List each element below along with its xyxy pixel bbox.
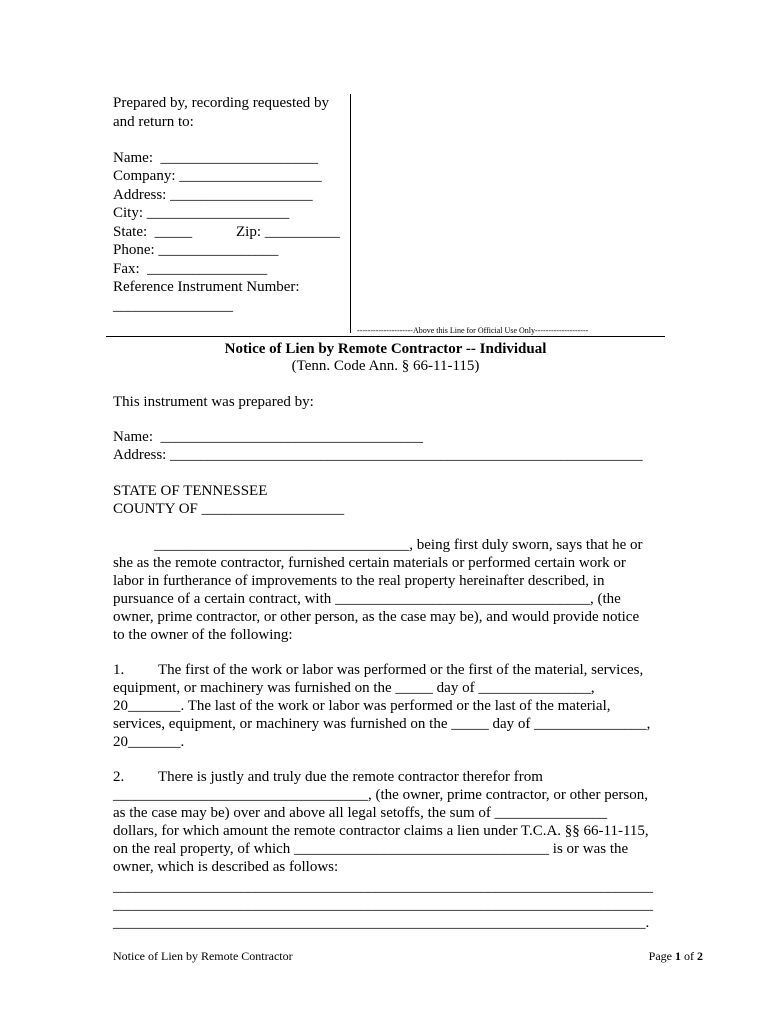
return-name-field[interactable]: Name: _____________________ <box>113 150 318 166</box>
document-title: Notice of Lien by Remote Contractor -- Individual <box>224 341 547 357</box>
return-to-label: and return to: <box>113 114 194 130</box>
total-pages: 2 <box>697 949 703 963</box>
description-blank-3[interactable]: _______________________________________________________________________. <box>113 915 650 931</box>
return-fax-field[interactable]: Fax: ________________ <box>113 261 268 277</box>
reference-number-field[interactable]: ________________ <box>113 298 233 314</box>
description-blank-2[interactable]: ________________________________________________________________________ <box>113 897 653 913</box>
item-2-line-4: dollars, for which amount the remote contractor claims a lien under T.C.A. §§ 66-11-115, <box>113 823 649 839</box>
item-2-number: 2. <box>113 769 125 785</box>
vertical-divider <box>350 94 351 333</box>
affidavit-line-3: labor in furtherance of improvements to the real property hereinafter described, in <box>113 573 605 589</box>
page-label: Page <box>648 949 675 963</box>
state-heading: STATE OF TENNESSEE <box>113 483 268 499</box>
document-subtitle: (Tenn. Code Ann. § 66-11-115) <box>291 358 480 374</box>
horizontal-divider <box>106 336 665 337</box>
return-phone-field[interactable]: Phone: ________________ <box>113 242 279 258</box>
item-2-line-1: There is justly and truly due the remote contractor therefor from <box>158 769 543 785</box>
item-2-line-2[interactable]: __________________________________, (the owner, prime contractor, or other person, <box>113 787 648 803</box>
item-1-line-1: The first of the work or labor was performed or the first of the material, services, <box>158 662 644 678</box>
prepared-by-intro: This instrument was prepared by: <box>113 394 314 410</box>
affidavit-line-5: owner, prime contractor, or other person, as the case may be), and would provide notice <box>113 609 640 625</box>
preparer-name-field[interactable]: Name: ___________________________________ <box>113 429 423 445</box>
preparer-address-field[interactable]: Address: _______________________________________________________________ <box>113 447 643 463</box>
reference-number-label: Reference Instrument Number: <box>113 279 300 295</box>
footer-title: Notice of Lien by Remote Contractor <box>113 949 293 963</box>
item-1-number: 1. <box>113 662 125 678</box>
return-city-field[interactable]: City: ___________________ <box>113 205 290 221</box>
item-1-line-3[interactable]: 20_______. The last of the work or labor was performed or the last of the material, <box>113 698 611 714</box>
return-address-field[interactable]: Address: ___________________ <box>113 187 313 203</box>
item-2-line-5[interactable]: on the real property, of which __________________________________ is or was the <box>113 841 629 857</box>
item-2-line-6: owner, which is described as follows: <box>113 859 339 875</box>
return-state-field[interactable]: State: _____ <box>113 224 193 240</box>
affidavit-line-2: she as the remote contractor, furnished certain materials or performed certain work or <box>113 555 626 571</box>
prepared-by-label: Prepared by, recording requested by <box>113 95 330 111</box>
official-use-notice: ---------------------Above this Line for Official Use Only-------------------- <box>357 326 589 335</box>
affidavit-line-6: to the owner of the following: <box>113 627 293 643</box>
county-field[interactable]: COUNTY OF ___________________ <box>113 501 345 517</box>
affidavit-line-1[interactable]: __________________________________, being first duly sworn, says that he or <box>113 537 643 553</box>
return-zip-field[interactable]: Zip: __________ <box>236 224 340 240</box>
page-number <box>649 949 703 963</box>
current-page: 1 <box>675 949 681 963</box>
of-label: of <box>681 949 697 963</box>
affidavit-line-4[interactable]: pursuance of a certain contract, with __________________________________, (the <box>113 591 621 607</box>
item-1-line-5[interactable]: 20_______. <box>113 734 185 750</box>
item-1-line-4[interactable]: services, equipment, or machinery was furnished on the _____ day of _______________, <box>113 716 651 732</box>
return-company-field[interactable]: Company: ___________________ <box>113 168 322 184</box>
item-1-line-2[interactable]: equipment, or machinery was furnished on the _____ day of _______________, <box>113 680 595 696</box>
description-blank-1[interactable]: ________________________________________________________________________ <box>113 879 653 895</box>
item-2-line-3[interactable]: as the case may be) over and above all legal setoffs, the sum of _______________ <box>113 805 608 821</box>
